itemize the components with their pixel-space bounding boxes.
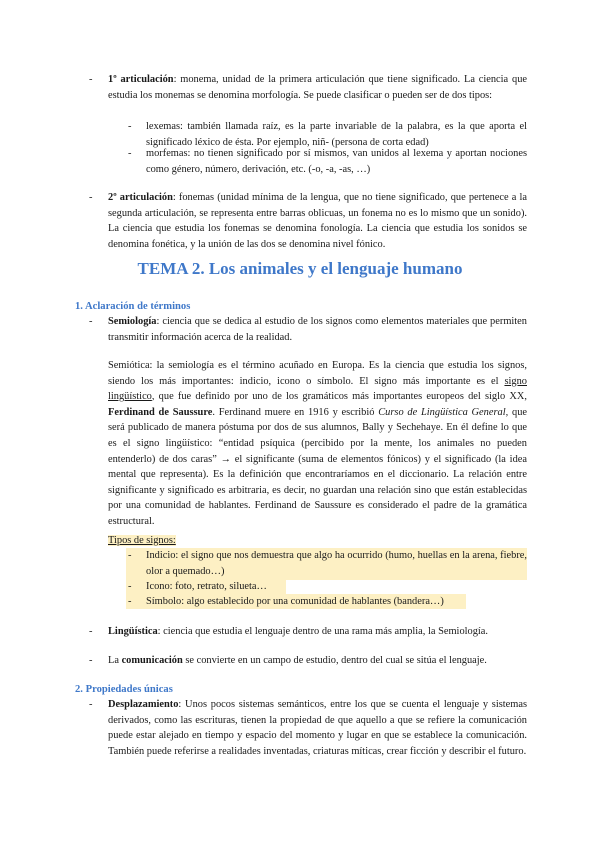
- bullet-dash: -: [128, 121, 132, 132]
- list-item-morfemas: morfemas: no tienen significado por sí mismos, van unidos al lexema y aportan nociones como género, número, derivación, etc. (-o, -a, -as, …): [146, 148, 527, 175]
- section-heading-1: 1. Aclaración de términos: [75, 301, 191, 312]
- bullet-dash: -: [89, 626, 93, 637]
- bullet-dash: -: [89, 316, 93, 327]
- bullet-dash: -: [128, 581, 132, 592]
- list-item-lexemas: lexemas: también llamada raíz, es la parte invariable de la palabra, es la que aporta el significado léxico de ésta. Por ejemplo, niñ- (persona de corta edad): [146, 121, 527, 148]
- paragraph-linguistica: Lingüística: ciencia que estudia el lenguaje dentro de una rama más amplia, la Semiología.: [108, 626, 489, 637]
- section-heading-2: 2. Propiedades únicas: [75, 684, 173, 695]
- bullet-dash: -: [89, 699, 93, 710]
- paragraph-semiotica: Semiótica: la semiología es el término acuñado en Europa. Es la ciencia que estudia los signos, siendo los más importantes: indicio, icono o símbolo. El signo más importante es el signo lingüístico, que fue definido por uno de los gramáticos más importantes europeos del siglo XX, Ferdinand de Saussure. Ferdinand muere en 1916 y escribió Curso de Lingüística General, que será publicado de manera póstuma por dos de sus alumnos, Bally y Sechehaye. En él define lo que es el signo lingüístico: “entidad psíquica (percibido por la mente, los animales no pueden entenderlo) de dos caras” → el significante (suma de elementos fónicos) y el significado (la idea mental que representa). Es la definición que encontraríamos en el diccionario. La relación entre significante y significado es arbitraria, es decir, no guardan una relación sino que están establecidas por una comunidad de hablantes. Ferdinand de Saussure es considerado el padre de la gramática estructural.: [108, 360, 528, 527]
- bullet-dash: -: [89, 74, 93, 85]
- term-linguistica: Lingüística: [108, 626, 158, 637]
- term-articulacion-2: 2º articulación: [108, 192, 173, 203]
- bullet-dash: -: [128, 148, 132, 159]
- list-item-simbolo: Símbolo: algo establecido por una comunidad de hablantes (bandera…): [146, 596, 444, 607]
- term-comunicacion: comunicación: [121, 655, 183, 666]
- list-item-icono: Icono: foto, retrato, silueta…: [146, 581, 267, 592]
- bullet-dash: -: [89, 655, 93, 666]
- paragraph-articulacion-1: 1º articulación: monema, unidad de la primera articulación que tiene significado. La ciencia que estudia los monemas se denomina morfología. Se puede clasificar o pueden ser de dos tipos:: [108, 74, 527, 101]
- bullet-dash: -: [128, 596, 132, 607]
- paragraph-desplazamiento: Desplazamiento: Unos pocos sistemas semánticos, entre los que se cuenta el lenguaje y sistemas derivados, como las escrituras, tienen la propiedad de que aquello a que se refiere la comunicación puede estar alejado en tiempo y espacio del momento y lugar en que se establece la comunicación. También puede referirse a realidades inventadas, criaturas míticas, crear ficción y describir el futuro.: [108, 699, 527, 757]
- term-signo-linguistico: signo lingüístico: [108, 375, 527, 403]
- term-saussure: Ferdinand de Saussure: [108, 406, 213, 418]
- book-title: Curso de Lingüística General,: [378, 406, 509, 418]
- bullet-dash: -: [89, 192, 93, 203]
- tipos-label: Tipos de signos:: [108, 535, 176, 546]
- paragraph-articulacion-2: 2º articulación: fonemas (unidad mínima de la lengua, que no tiene significado, que pertenece a la segunda articulación, se representa entre barras oblicuas, un fonema no es lo mismo que un sonido). La ciencia que estudia los fonemas se denomina fonología. La ciencia que estudia los sonidos se denomina fonética, y la unión de las dos se denomina nivel fónico.: [108, 192, 527, 250]
- chapter-title: TEMA 2. Los animales y el lenguaje humano: [137, 259, 463, 278]
- bullet-dash: -: [128, 550, 132, 561]
- paragraph-semiologia: Semiología: ciencia que se dedica al estudio de los signos como elementos materiales que permiten transmitir información acerca de la realidad.: [108, 316, 527, 343]
- term-desplazamiento: Desplazamiento: [108, 699, 179, 710]
- term-articulacion-1: 1º articulación: [108, 74, 174, 85]
- paragraph-comunicacion: La comunicación se convierte en un campo de estudio, dentro del cual se sitúa el lenguaje.: [108, 655, 487, 666]
- term-semiologia: Semiología: [108, 316, 157, 327]
- list-item-indicio: Indicio: el signo que nos demuestra que algo ha ocurrido (humo, huellas en la arena, fiebre, olor a quemado…): [146, 550, 527, 577]
